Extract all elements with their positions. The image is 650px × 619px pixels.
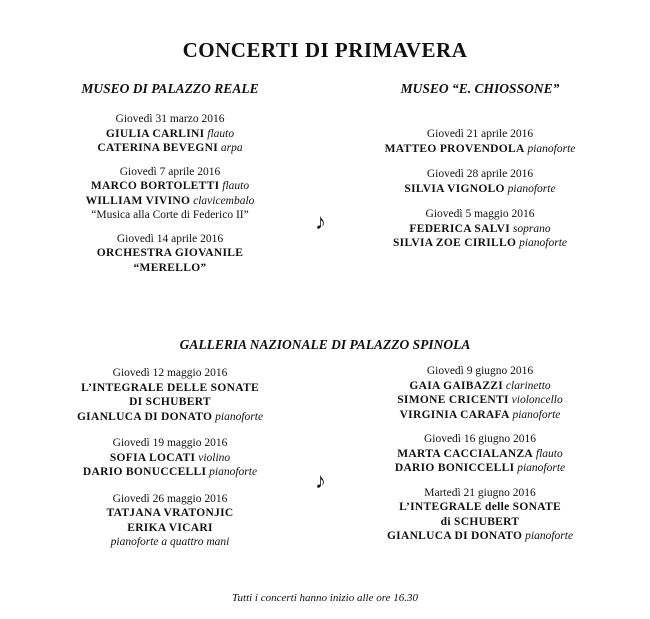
concert-date: Giovedì 31 marzo 2016 <box>115 113 225 125</box>
performer-name: GIANLUCA DI DONATO <box>76 410 213 423</box>
concert-date: Giovedì 16 giugno 2016 <box>423 433 537 445</box>
performer-line <box>350 515 610 530</box>
schedule-spinola-right <box>350 364 610 554</box>
instrument-label: flauto <box>207 127 235 140</box>
performer-line <box>350 447 610 462</box>
performer-name: ERIKA VICARI <box>127 521 213 534</box>
performer-line <box>40 127 300 142</box>
performer-name: “MERELLO” <box>133 261 207 274</box>
venue-palazzo-spinola: GALLERIA NAZIONALE DI PALAZZO SPINOLA <box>179 337 471 352</box>
schedule-palazzo-reale <box>40 112 300 284</box>
concert-date: Giovedì 5 maggio 2016 <box>425 208 535 220</box>
performer-name: WILLIAM VIVINO <box>85 194 191 207</box>
instrument-label: violino <box>198 451 231 464</box>
instrument-label: pianoforte <box>525 530 574 542</box>
music-note-icon: ♪ <box>315 468 326 493</box>
concert-entry <box>40 232 300 276</box>
performer-name: L’INTEGRALE delle SONATE <box>399 501 561 513</box>
performer-name: MATTEO PROVENDOLA <box>384 142 525 155</box>
performer-line <box>40 410 300 425</box>
page-title: CONCERTI DI PRIMAVERA <box>182 38 468 62</box>
performer-line <box>350 379 610 394</box>
concert-date: Giovedì 7 aprile 2016 <box>119 165 221 178</box>
performer-name: SIMONE CRICENTI <box>397 394 509 406</box>
performer-line <box>350 182 610 197</box>
performer-line <box>40 451 300 466</box>
concert-entry <box>350 167 610 196</box>
concert-program-note: “Musica alla Corte di Federico II” <box>91 209 249 221</box>
concert-entry <box>350 486 610 544</box>
instrument-label: flauto <box>222 180 250 192</box>
concert-date: Giovedì 14 aprile 2016 <box>116 232 224 245</box>
performer-name: MARTA CACCIALANZA <box>397 447 534 460</box>
performer-name: L’INTEGRALE DELLE SONATE <box>81 381 259 394</box>
performer-name: MARCO BORTOLETTI <box>90 180 220 192</box>
concert-date: Giovedì 26 maggio 2016 <box>112 492 228 505</box>
concert-date: Giovedì 28 aprile 2016 <box>426 168 534 180</box>
instrument-label: pianoforte <box>512 408 561 421</box>
performer-line <box>350 461 610 476</box>
performer-line <box>350 393 610 408</box>
performer-line <box>40 521 300 536</box>
performer-line <box>350 222 610 237</box>
concert-date: Giovedì 12 maggio 2016 <box>112 367 228 379</box>
concert-entry <box>40 112 300 156</box>
instrument-label: pianoforte <box>517 462 566 474</box>
venue-chiossone: MUSEO “E. CHIOSSONE” <box>400 81 560 96</box>
concert-date: Martedì 21 giugno 2016 <box>424 486 536 499</box>
performer-line <box>350 529 610 544</box>
instrument-label: arpa <box>220 142 243 154</box>
performer-line <box>40 179 300 194</box>
music-note-icon: ♪ <box>315 209 326 234</box>
instrument-label: clavicembalo <box>193 194 255 207</box>
instrument-label: pianoforte <box>507 182 556 195</box>
concert-entry <box>40 492 300 550</box>
venue-palazzo-reale: MUSEO DI PALAZZO REALE <box>81 81 259 96</box>
concert-date: Giovedì 19 maggio 2016 <box>112 437 228 449</box>
performer-name: ORCHESTRA GIOVANILE <box>96 247 244 259</box>
performer-line <box>40 246 300 261</box>
performer-name: DARIO BONICCELLI <box>394 462 515 474</box>
footer-note: Tutti i concerti hanno inizio alle ore 16.30 <box>232 592 418 604</box>
performer-name: GIULIA CARLINI <box>105 127 205 140</box>
performer-line <box>40 261 300 276</box>
performer-line <box>40 194 300 209</box>
schedule-chiossone <box>350 127 610 262</box>
concert-entry <box>350 207 610 251</box>
performer-name: VIRGINIA CARAFA <box>399 408 510 421</box>
concert-date: Giovedì 21 aprile 2016 <box>426 128 534 140</box>
instrument-label: pianoforte <box>519 237 567 249</box>
instrument-label: flauto <box>535 447 563 460</box>
performer-line <box>40 381 300 396</box>
instrument-label: soprano <box>512 222 551 235</box>
performer-name: GAIA GAIBAZZI <box>409 379 504 392</box>
performer-name: di SCHUBERT <box>440 515 520 528</box>
instrument-label: pianoforte <box>527 142 576 155</box>
performer-line <box>40 506 300 521</box>
performer-line <box>40 465 300 480</box>
performer-line <box>350 236 610 251</box>
performer-name: TATJANA VRATONJIC <box>106 507 234 519</box>
performer-name: FEDERICA SALVI <box>409 222 511 235</box>
performer-line <box>40 141 300 156</box>
performer-name: SOFIA LOCATI <box>109 451 196 464</box>
concert-date: Giovedì 9 giugno 2016 <box>426 365 534 377</box>
performer-name: DI SCHUBERT <box>129 396 211 408</box>
performer-line <box>350 408 610 423</box>
concert-entry <box>40 436 300 480</box>
performer-name: DARIO BONUCCELLI <box>82 466 207 478</box>
instrument-label: clarinetto <box>505 379 551 392</box>
performer-name: CATERINA BEVEGNI <box>97 142 218 154</box>
instrument-label: pianoforte <box>209 466 258 478</box>
concert-entry <box>40 366 300 424</box>
performer-name: SILVIA ZOE CIRILLO <box>392 237 517 249</box>
concert-entry <box>350 127 610 156</box>
concert-program-note: pianoforte a quattro mani <box>110 536 230 548</box>
performer-line <box>350 500 610 515</box>
performer-name: GIANLUCA DI DONATO <box>386 530 523 542</box>
performer-name: SILVIA VIGNOLO <box>404 182 505 195</box>
concert-entry <box>40 165 300 223</box>
instrument-label: violoncello <box>511 394 563 406</box>
schedule-spinola-left <box>40 366 300 562</box>
performer-line <box>350 142 610 157</box>
concert-entry <box>350 432 610 476</box>
performer-line <box>40 395 300 410</box>
instrument-label: pianoforte <box>215 410 264 423</box>
concert-entry <box>350 364 610 422</box>
